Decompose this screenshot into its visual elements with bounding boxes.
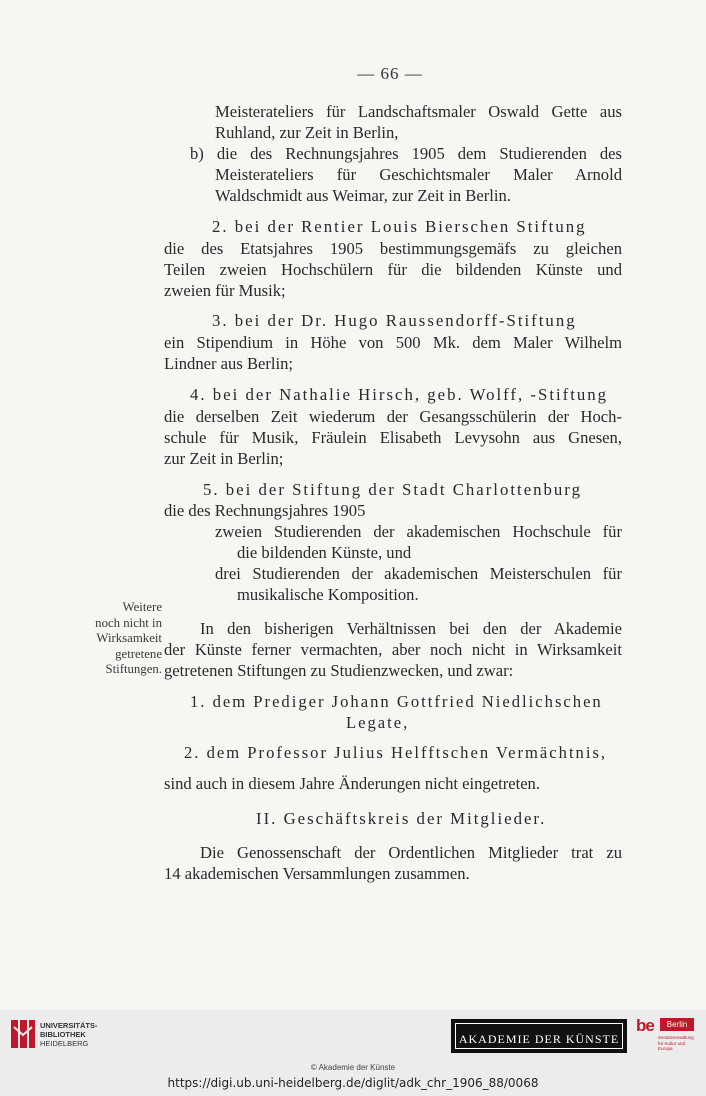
- text-line: Meisterateliers für Landschaftsmaler Oswald Gette aus: [215, 102, 622, 121]
- section-heading: 3. bei der Dr. Hugo Raussendorff-Stiftung: [212, 311, 577, 330]
- text-line: zweien Studierenden der akademischen Hochschule für: [215, 522, 622, 541]
- margin-note-line: Wirksamkeit: [96, 631, 162, 645]
- page-number: — 66 —: [357, 64, 423, 83]
- text-line: die des Rechnungsjahres 1905: [164, 501, 366, 520]
- text-line: die derselben Zeit wiederum der Gesangsschülerin der Hoch-: [164, 407, 622, 426]
- permalink[interactable]: https://digi.ub.uni-heidelberg.de/diglit/adk_chr_1906_88/0068: [167, 1076, 539, 1090]
- text-line: die bildenden Künste, und: [237, 543, 412, 562]
- text-line: schule für Musik, Fräulein Elisabeth Levysohn aus Gnesen,: [164, 428, 622, 447]
- text-line: In den bisherigen Verhältnissen bei den der Akademie: [200, 619, 622, 638]
- text-line: die des Etatsjahres 1905 bestimmungsgemäfs zu gleichen: [164, 239, 622, 258]
- text-line: ein Stipendium in Höhe von 500 Mk. dem Maler Wilhelm: [164, 333, 622, 352]
- text-line: zweien für Musik;: [164, 281, 286, 300]
- text-line: Meisterateliers für Geschichtsmaler Maler Arnold: [215, 165, 622, 184]
- text-line: 14 akademischen Versammlungen zusammen.: [164, 864, 470, 883]
- ub-line: HEIDELBERG: [40, 1039, 89, 1048]
- text-line: b) die des Rechnungsjahres 1905 dem Studierenden des: [190, 144, 622, 163]
- text-line: getretenen Stiftungen zu Studienzwecken, und zwar:: [164, 661, 514, 680]
- text-line: Teilen zweien Hochschülern für die bildenden Künste und: [164, 260, 622, 279]
- section-heading: II. Geschäftskreis der Mitglieder.: [256, 809, 547, 828]
- margin-note-line: Weitere: [122, 600, 162, 614]
- text-line: der Künste ferner vermachten, aber noch nicht in Wirksamkeit: [164, 640, 622, 659]
- ub-line: UNIVERSITÄTS-: [40, 1021, 98, 1030]
- text-line: 1. dem Prediger Johann Gottfried Niedlichschen: [190, 692, 603, 711]
- ub-heidelberg-logo: [10, 1017, 130, 1053]
- berlin-box: Berlin: [660, 1018, 694, 1031]
- margin-note-line: Stiftungen.: [105, 662, 162, 676]
- copyright-text: © Akademie der Künste: [310, 1063, 396, 1072]
- text-line: drei Studierenden der akademischen Meisterschulen für: [215, 564, 622, 583]
- text-line: musikalische Komposition.: [237, 585, 419, 604]
- text-line: sind auch in diesem Jahre Änderungen nicht eingetreten.: [164, 774, 541, 793]
- ub-logo-text: [40, 1021, 98, 1048]
- section-heading: 4. bei der Nathalie Hirsch, geb. Wolff, -Stiftung: [190, 385, 609, 404]
- section-heading: 5. bei der Stiftung der Stadt Charlottenburg: [203, 480, 582, 499]
- akademie-logo-text: AKADEMIE DER KÜNSTE: [458, 1032, 620, 1046]
- section-heading: 2. bei der Rentier Louis Bierschen Stiftung: [212, 217, 587, 236]
- akademie-logo-frame: [455, 1023, 623, 1049]
- ub-line: BIBLIOTHEK: [40, 1030, 86, 1039]
- text-line: 2. dem Professor Julius Helfftschen Vermächtnis,: [184, 743, 608, 762]
- margin-note: [80, 600, 162, 678]
- margin-note-line: noch nicht in: [95, 615, 162, 630]
- text-line: zur Zeit in Berlin;: [164, 449, 284, 468]
- text-line: Waldschmidt aus Weimar, zur Zeit in Berlin.: [215, 186, 511, 205]
- margin-note-line: getretene: [115, 646, 162, 661]
- berlin-senat-logo: [636, 1016, 696, 1056]
- akademie-logo: [451, 1019, 627, 1053]
- text-line: Die Genossenschaft der Ordentlichen Mitglieder trat zu: [200, 843, 622, 862]
- text-line: Ruhland, zur Zeit in Berlin,: [215, 123, 399, 142]
- senat-text: Senatsverwaltung für Kultur und Europa: [658, 1035, 694, 1051]
- ub-logo-icon: [10, 1017, 36, 1051]
- text-line: Lindner aus Berlin;: [164, 354, 294, 373]
- be-mark: be: [636, 1016, 654, 1035]
- text-line: Legate,: [346, 713, 410, 732]
